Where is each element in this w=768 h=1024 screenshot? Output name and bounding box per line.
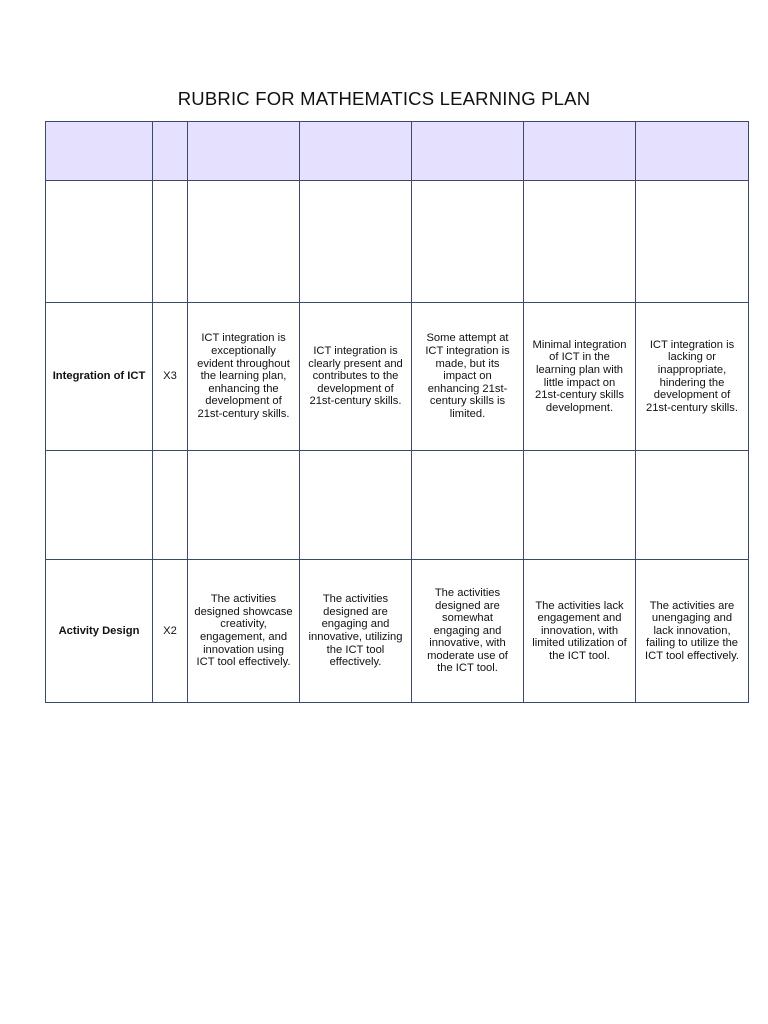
- weight-cell: X2: [153, 560, 188, 703]
- empty-cell: [524, 181, 636, 303]
- table-row-integration-of-ict: [46, 303, 749, 451]
- level-cell: The activities designed are engaging and innovative, utilizing the ICT tool effectively.: [300, 560, 412, 703]
- empty-cell: [153, 181, 188, 303]
- rubric-table: [45, 121, 749, 703]
- empty-cell: [300, 181, 412, 303]
- empty-cell: [188, 181, 300, 303]
- empty-cell: [153, 451, 188, 560]
- header-cell-level-5: [636, 122, 749, 181]
- level-cell: ICT integration is clearly present and contributes to the development of 21st-century skills.: [300, 303, 412, 451]
- level-cell: ICT integration is lacking or inappropriate, hindering the development of 21st-century skills.: [636, 303, 749, 451]
- criterion-cell: Activity Design: [46, 560, 153, 703]
- empty-cell: [46, 181, 153, 303]
- level-cell: The activities designed are somewhat engaging and innovative, with moderate use of the ICT tool.: [412, 560, 524, 703]
- header-cell-level-4: [524, 122, 636, 181]
- level-cell: The activities are unengaging and lack innovation, failing to utilize the ICT tool effectively.: [636, 560, 749, 703]
- header-cell-criterion: [46, 122, 153, 181]
- empty-cell: [524, 451, 636, 560]
- level-cell: ICT integration is exceptionally evident throughout the learning plan, enhancing the development of 21st-century skills.: [188, 303, 300, 451]
- weight-cell: X3: [153, 303, 188, 451]
- level-cell: The activities lack engagement and innovation, with limited utilization of the ICT tool.: [524, 560, 636, 703]
- empty-cell: [636, 451, 749, 560]
- empty-cell: [412, 181, 524, 303]
- level-cell: The activities designed showcase creativity, engagement, and innovation using ICT tool effectively.: [188, 560, 300, 703]
- header-cell-weight: [153, 122, 188, 181]
- empty-cell: [188, 451, 300, 560]
- empty-cell: [412, 451, 524, 560]
- criterion-cell: Integration of ICT: [46, 303, 153, 451]
- page-title: RUBRIC FOR MATHEMATICS LEARNING PLAN: [177, 88, 591, 109]
- empty-cell: [636, 181, 749, 303]
- header-cell-level-1: [188, 122, 300, 181]
- level-cell: Some attempt at ICT integration is made, but its impact on enhancing 21st-century skills is limited.: [412, 303, 524, 451]
- header-cell-level-3: [412, 122, 524, 181]
- level-cell: Minimal integration of ICT in the learning plan with little impact on 21st-century skills development.: [524, 303, 636, 451]
- table-header-row: [46, 122, 749, 181]
- table-row-empty: [46, 451, 749, 560]
- empty-cell: [46, 451, 153, 560]
- header-cell-level-2: [300, 122, 412, 181]
- empty-cell: [300, 451, 412, 560]
- table-row-empty: [46, 181, 749, 303]
- table-row-activity-design: [46, 560, 749, 703]
